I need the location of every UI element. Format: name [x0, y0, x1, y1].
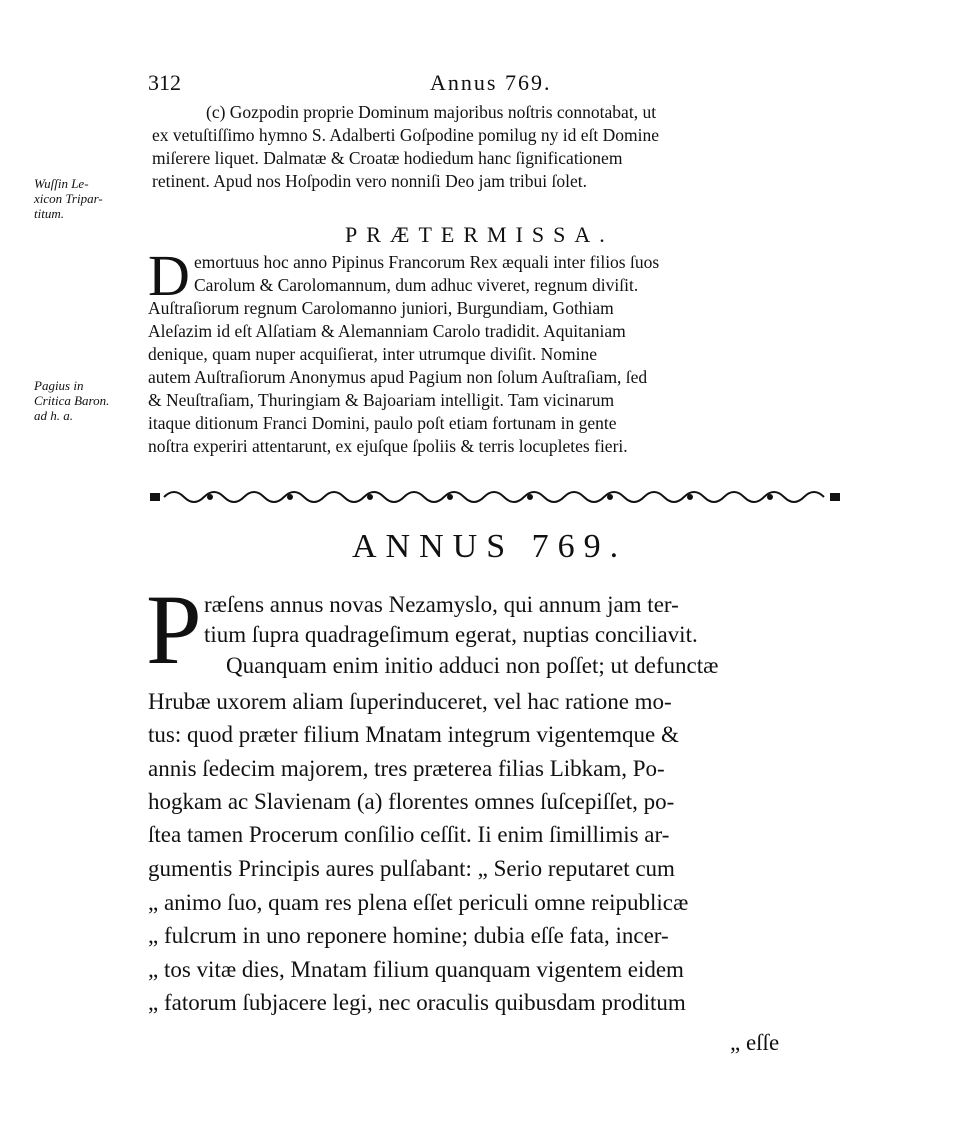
paragraph-line: noſtra experiri attentarunt, ex ejuſque ſpoliis & terris locupletes fieri. [148, 436, 628, 456]
marginal-note-line: Wuſſin Le- [34, 176, 89, 191]
marginal-note-line: titum. [34, 206, 64, 221]
marginal-note-line: Pagius in [34, 378, 84, 393]
marginal-note-line: Critica Baron. [34, 393, 110, 408]
footnote-line: ex vetuſtiſſimo hymno S. Adalberti Goſpodine pomilug ny id eſt Domine [152, 125, 659, 145]
paragraph-line: gumentis Principis aures pulſabant: „ Serio reputaret cum [148, 856, 675, 881]
running-head: Annus 769. [430, 70, 552, 95]
drop-cap: D [148, 243, 190, 308]
marginal-note-line: xicon Tripar- [34, 191, 103, 206]
paragraph-line: emortuus hoc anno Pipinus Francorum Rex æquali inter filios ſuos [194, 252, 660, 272]
paragraph-line: & Neuſtraſiam, Thuringiam & Bajoariam intelligit. Tam vicinarum [148, 390, 615, 410]
marginal-note [34, 378, 134, 423]
paragraph-line: Quanquam enim initio adduci non poſſet; ut defunctæ [226, 653, 719, 678]
paragraph-line: ræſens annus novas Nezamyslo, qui annum jam ter- [204, 592, 679, 617]
ornament-divider [150, 486, 840, 508]
paragraph-line: autem Auſtraſiorum Anonymus apud Pagium non ſolum Auſtraſiam, ſed [148, 367, 648, 387]
section-heading: ANNUS 769. [352, 528, 628, 565]
footnote-line: retinent. Apud nos Hoſpodin vero nonniſi Deo jam tribui ſolet. [152, 171, 588, 191]
marginal-note-line: ad h. a. [34, 408, 73, 423]
paragraph-line: „ animo ſuo, quam res plena eſſet periculi omne reipublicæ [148, 890, 689, 915]
footnote-line: (c) Gozpodin proprie Dominum majoribus noſtris connotabat, ut [206, 102, 657, 122]
paragraph-line: „ fulcrum in uno reponere homine; dubia eſſe fata, incer- [148, 923, 669, 948]
paragraph-line: denique, quam nuper acquiſierat, inter utrumque diviſit. Nomine [148, 344, 598, 364]
paragraph-line: Carolum & Carolomannum, dum adhuc viveret, regnum diviſit. [194, 275, 639, 295]
page-number: 312 [148, 70, 181, 95]
catchword: „ eſſe [730, 1030, 780, 1055]
paragraph-line: Auſtraſiorum regnum Carolomanno juniori, Burgundiam, Gothiam [148, 298, 614, 318]
paragraph-line: Aleſazim id eſt Alſatiam & Alemanniam Carolo tradidit. Aquitaniam [148, 321, 626, 341]
paragraph-line: itaque ditionum Franci Domini, paulo poſt etiam fortunam in gente [148, 413, 617, 433]
footnote-line: miſerere liquet. Dalmatæ & Croatæ hodiedum hanc ſignificationem [152, 148, 623, 168]
paragraph-line: „ tos vitæ dies, Mnatam filium quanquam vigentem eidem [148, 957, 684, 982]
paragraph-line: ſtea tamen Procerum conſilio ceſſit. Ii enim ſimillimis ar- [148, 822, 670, 847]
paragraph-line: tus: quod præter filium Mnatam integrum vigentemque & [148, 722, 679, 747]
drop-cap: P [146, 574, 202, 685]
paragraph-line: Hrubæ uxorem aliam ſuperinduceret, vel hac ratione mo- [148, 689, 672, 714]
marginal-note [34, 176, 134, 221]
paragraph-line: hogkam ac Slavienam (a) florentes omnes ſuſcepiſſet, po- [148, 789, 675, 814]
paragraph-line: „ fatorum ſubjacere legi, nec oraculis quibusdam proditum [148, 990, 686, 1015]
praetermissa-heading: PRÆTERMISSA. [345, 222, 614, 247]
paragraph-line: annis ſedecim majorem, tres præterea filias Libkam, Po- [148, 756, 665, 781]
paragraph-line: tium ſupra quadrageſimum egerat, nuptias conciliavit. [204, 622, 698, 647]
